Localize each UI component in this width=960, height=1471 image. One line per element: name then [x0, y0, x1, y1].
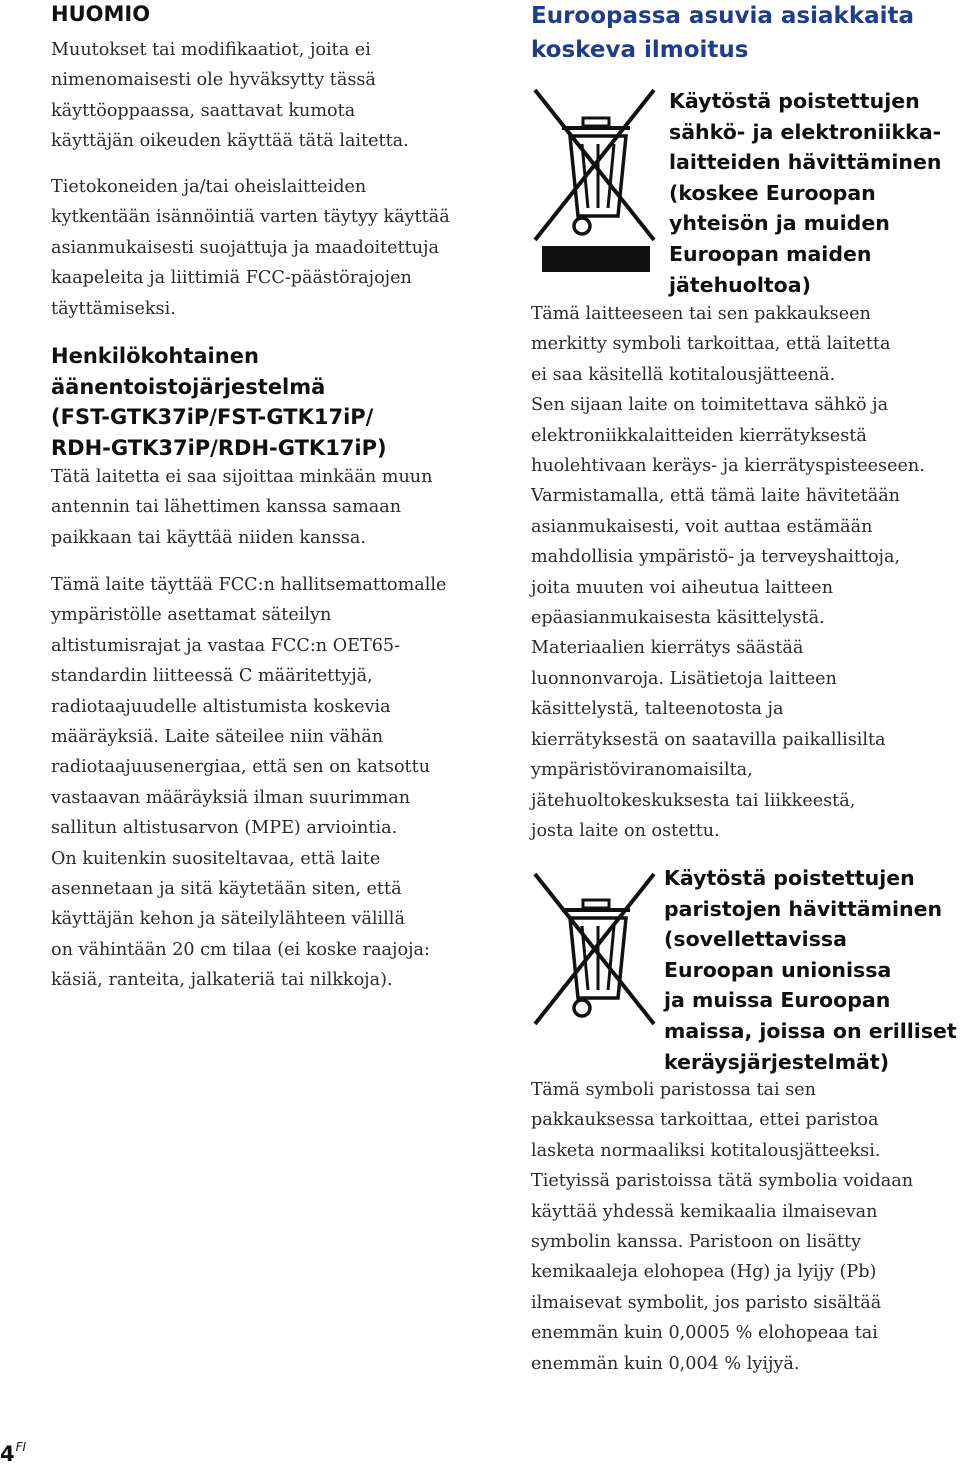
weee-title-line: Euroopan maiden: [669, 241, 872, 266]
page-language: FI: [15, 1440, 27, 1454]
weee-text-line: huolehtivaan keräys- ja kierrätyspisteeseen.: [531, 456, 925, 477]
weee-icon: [530, 88, 660, 274]
battery-text-line: pakkauksessa tarkoittaa, ettei paristoa: [531, 1110, 879, 1131]
system-title-line: (FST-GTK37iP/FST-GTK17iP/: [51, 405, 374, 429]
battery-title-line: ja muissa Euroopan: [664, 988, 891, 1013]
system-paragraph-2-line: asennetaan ja sitä käytetään siten, että: [51, 879, 402, 900]
huomio-paragraph-1-line: käyttöoppaassa, saattavat kumota: [51, 100, 356, 121]
system-title-line: RDH-GTK37iP/RDH-GTK17iP): [51, 435, 387, 460]
battery-text-line: enemmän kuin 0,004 % lyijyä.: [531, 1353, 800, 1374]
weee-title-line: laitteiden hävittäminen: [669, 150, 942, 175]
system-title-line: äänentoistojärjestelmä: [51, 374, 326, 399]
weee-text-line: ympäristöviranomaisilta,: [531, 760, 753, 781]
huomio-paragraph-2-line: täyttämiseksi.: [51, 298, 176, 319]
weee-title-line: (koskee Euroopan: [669, 180, 876, 205]
weee-text-line: merkitty symboli tarkoittaa, että laitetta: [531, 334, 891, 355]
huomio-paragraph-2-line: kaapeleita ja liittimiä FCC-päästörajojen: [51, 268, 412, 289]
system-paragraph-2-line: on vähintään 20 cm tilaa (ei koske raajoja:: [51, 939, 430, 960]
weee-title-line: jätehuoltoa): [669, 272, 811, 297]
weee-text-line: Sen sijaan laite on toimitettava sähkö ja: [531, 395, 889, 416]
page-number-value: 4: [0, 1442, 15, 1466]
weee-text-line: jätehuoltokeskuksesta tai liikkeestä,: [531, 790, 856, 811]
battery-text-line: kemikaaleja elohopea (Hg) ja lyijy (Pb): [531, 1262, 877, 1283]
weee-text-line: elektroniikkalaitteiden kierrätyksestä: [531, 425, 867, 446]
battery-text-line: käyttää yhdessä kemikaalia ilmaisevan: [531, 1201, 878, 1222]
eu-notice-title: [531, 0, 914, 67]
weee-title-line: yhteisön ja muiden: [669, 211, 890, 236]
battery-text-line: symbolin kanssa. Paristoon on lisätty: [531, 1232, 862, 1253]
weee-text-line: ei saa käsitellä kotitalousjätteenä.: [531, 364, 836, 385]
system-paragraph-1-line: Tätä laitetta ei saa sijoittaa minkään muun: [51, 467, 433, 487]
huomio-paragraph-1-line: käyttäjän oikeuden käyttää tätä laitetta.: [51, 131, 409, 152]
system-paragraph-1-line: antennin tai lähettimen kanssa samaan: [51, 497, 402, 518]
weee-text-line: Tämä laitteeseen tai sen pakkaukseen: [531, 304, 871, 324]
battery-title: [664, 863, 957, 1077]
system-paragraph-2-line: radiotaajuudelle altistumista koskevia: [51, 696, 391, 717]
weee-text-line: asianmukaisesti, voit auttaa estämään: [531, 516, 873, 537]
battery-text-line: Tämä symboli paristossa tai sen: [531, 1080, 817, 1100]
weee-title-line: sähkö- ja elektroniikka-: [669, 119, 942, 144]
system-paragraph-2-line: Tämä laite täyttää FCC:n hallitsemattomalle: [51, 575, 447, 595]
battery-text: [531, 1075, 913, 1379]
system-paragraph-1-line: paikkaan tai käyttää niiden kanssa.: [51, 527, 366, 548]
weee-text-line: kierrätyksestä on saatavilla paikallisilta: [531, 729, 886, 750]
eu-notice-title-line: koskeva ilmoitus: [531, 37, 749, 63]
weee-text-line: joita muuten voi aiheutua laitteen: [531, 577, 834, 598]
system-paragraph-2-line: standardin liitteessä C määritettyjä,: [51, 666, 373, 687]
weee-title-line: Käytöstä poistettujen: [669, 89, 920, 113]
page-number: [0, 1440, 26, 1466]
system-paragraph-1: [51, 462, 432, 553]
battery-title-line: Euroopan unionissa: [664, 957, 892, 982]
weee-text-line: josta laite on ostettu.: [531, 820, 720, 841]
system-paragraph-2-line: On kuitenkin suositeltavaa, että laite: [51, 848, 381, 869]
huomio-paragraph-2: [51, 172, 450, 324]
system-paragraph-2-line: vastaavan määräyksiä ilman suurimman: [51, 787, 411, 808]
battery-title-line: keräysjärjestelmät): [664, 1049, 890, 1074]
weee-text-line: mahdollisia ympäristö- ja terveyshaittoja,: [531, 547, 901, 568]
system-paragraph-2-line: radiotaajuusenergiaa, että sen on katsottu: [51, 757, 431, 778]
weee-text-line: epäasianmukaisesta käsittelystä.: [531, 608, 825, 629]
battery-title-line: Käytöstä poistettujen: [664, 866, 915, 890]
huomio-title: HUOMIO: [51, 2, 151, 26]
weee-title: [669, 86, 941, 300]
battery-text-line: enemmän kuin 0,0005 % elohopeaa tai: [531, 1323, 878, 1344]
battery-title-line: maissa, joissa on erilliset: [664, 1018, 957, 1043]
battery-title-line: paristojen hävittäminen: [664, 896, 943, 921]
weee-text: [531, 299, 925, 846]
eu-notice-title-line: Euroopassa asuvia asiakkaita: [531, 3, 915, 29]
battery-icon: [530, 870, 660, 1030]
huomio-paragraph-2-line: Tietokoneiden ja/tai oheislaitteiden: [51, 177, 367, 197]
huomio-paragraph-2-line: asianmukaisesti suojattuja ja maadoitettuja: [51, 237, 439, 258]
weee-text-line: Varmistamalla, että tämä laite hävitetään: [531, 486, 901, 507]
system-paragraph-2-line: ympäristölle asettamat säteilyn: [51, 605, 332, 626]
battery-title-line: (sovellettavissa: [664, 927, 847, 952]
battery-text-line: lasketa normaaliksi kotitalousjätteeksi.: [531, 1140, 881, 1161]
weee-text-line: Materiaalien kierrätys säästää: [531, 638, 804, 659]
battery-text-line: ilmaisevat symbolit, jos paristo sisältää: [531, 1292, 882, 1313]
system-paragraph-2-line: käsiä, ranteita, jalkateriä tai nilkkoja).: [51, 970, 393, 991]
battery-text-line: Tietyissä paristoissa tätä symbolia voidaan: [531, 1171, 914, 1192]
system-paragraph-2-line: sallitun altistusarvon (MPE) arviointia.: [51, 818, 398, 839]
huomio-paragraph-1-line: Muutokset tai modifikaatiot, joita ei: [51, 40, 371, 60]
huomio-paragraph-2-line: kytkentään isännöintiä varten täytyy käyttää: [51, 207, 450, 228]
system-paragraph-2-line: määräyksiä. Laite säteilee niin vähän: [51, 727, 384, 748]
weee-text-line: luonnonvaroja. Lisätietoja laitteen: [531, 668, 837, 689]
system-title: [51, 341, 387, 463]
system-paragraph-2: [51, 570, 446, 996]
system-title-line: Henkilökohtainen: [51, 344, 259, 368]
weee-text-line: käsittelystä, talteenotosta ja: [531, 699, 784, 720]
huomio-paragraph-1-line: nimenomaisesti ole hyväksytty tässä: [51, 70, 376, 91]
system-paragraph-2-line: käyttäjän kehon ja säteilylähteen välillä: [51, 909, 405, 930]
system-paragraph-2-line: altistumisrajat ja vastaa FCC:n OET65-: [51, 635, 401, 656]
huomio-paragraph-1: [51, 35, 409, 157]
